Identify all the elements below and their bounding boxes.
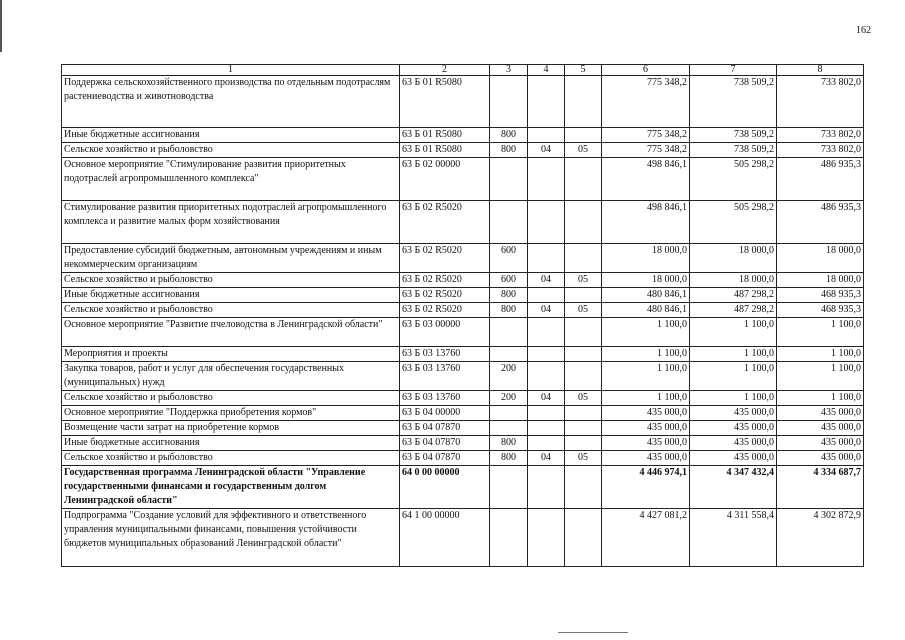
row-name-cell: Предоставление субсидий бюджетным, автономным учреждениям и иным некоммерческим организациям [62, 244, 400, 273]
amount-cell: 1 100,0 [690, 391, 777, 406]
row-name-cell: Иные бюджетные ассигнования [62, 288, 400, 303]
amount-cell: 4 347 432,4 [690, 466, 777, 509]
section-cell [528, 406, 565, 421]
section-cell [528, 76, 565, 128]
expense-type-cell: 800 [490, 128, 528, 143]
row-name-cell: Сельское хозяйство и рыболовство [62, 273, 400, 288]
amount-cell: 487 298,2 [690, 303, 777, 318]
amount-cell: 1 100,0 [777, 391, 864, 406]
row-name-cell: Закупка товаров, работ и услуг для обеспечения государственных (муниципальных) нужд [62, 362, 400, 391]
target-code-cell: 63 Б 04 07870 [400, 421, 490, 436]
target-code-cell: 63 Б 03 00000 [400, 318, 490, 347]
subsection-cell: 05 [565, 143, 602, 158]
table-row [62, 76, 864, 128]
amount-cell: 775 348,2 [602, 128, 690, 143]
row-name-cell: Сельское хозяйство и рыболовство [62, 303, 400, 318]
bottom-line-mark [558, 632, 628, 633]
expense-type-cell [490, 347, 528, 362]
expense-type-cell: 800 [490, 436, 528, 451]
subsection-cell [565, 466, 602, 509]
amount-cell: 18 000,0 [602, 273, 690, 288]
subsection-cell [565, 318, 602, 347]
section-cell [528, 466, 565, 509]
expense-type-cell [490, 158, 528, 201]
target-code-cell: 63 Б 02 00000 [400, 158, 490, 201]
expense-type-cell [490, 76, 528, 128]
table-row [62, 303, 864, 318]
target-code-cell: 63 Б 04 07870 [400, 451, 490, 466]
row-name-cell: Возмещение части затрат на приобретение кормов [62, 421, 400, 436]
section-cell [528, 362, 565, 391]
table-row [62, 421, 864, 436]
amount-cell: 738 509,2 [690, 76, 777, 128]
subsection-cell: 05 [565, 303, 602, 318]
amount-cell: 486 935,3 [777, 158, 864, 201]
expense-type-cell: 600 [490, 273, 528, 288]
section-cell [528, 436, 565, 451]
table-row [62, 128, 864, 143]
amount-cell: 468 935,3 [777, 288, 864, 303]
section-cell: 04 [528, 143, 565, 158]
amount-cell: 435 000,0 [690, 421, 777, 436]
amount-cell: 18 000,0 [690, 244, 777, 273]
amount-cell: 733 802,0 [777, 128, 864, 143]
target-code-cell: 63 Б 04 07870 [400, 436, 490, 451]
table-row [62, 509, 864, 567]
section-cell: 04 [528, 391, 565, 406]
amount-cell: 435 000,0 [602, 421, 690, 436]
row-name-cell: Иные бюджетные ассигнования [62, 436, 400, 451]
expense-type-cell: 800 [490, 288, 528, 303]
amount-cell: 1 100,0 [602, 362, 690, 391]
amount-cell: 480 846,1 [602, 303, 690, 318]
subsection-cell [565, 128, 602, 143]
target-code-cell: 63 Б 02 R5020 [400, 244, 490, 273]
column-header: 1 [62, 65, 400, 76]
amount-cell: 487 298,2 [690, 288, 777, 303]
section-cell [528, 288, 565, 303]
amount-cell: 1 100,0 [777, 318, 864, 347]
amount-cell: 18 000,0 [777, 244, 864, 273]
amount-cell: 738 509,2 [690, 128, 777, 143]
subsection-cell [565, 421, 602, 436]
expense-type-cell: 600 [490, 244, 528, 273]
target-code-cell: 63 Б 03 13760 [400, 391, 490, 406]
row-name-cell: Сельское хозяйство и рыболовство [62, 143, 400, 158]
section-cell: 04 [528, 273, 565, 288]
target-code-cell: 63 Б 02 R5020 [400, 201, 490, 244]
amount-cell: 4 311 558,4 [690, 509, 777, 567]
row-name-cell: Поддержка сельскохозяйственного производства по отдельным подотраслям растениеводства и животноводства [62, 76, 400, 128]
subsection-cell [565, 509, 602, 567]
section-cell [528, 158, 565, 201]
column-header: 8 [777, 65, 864, 76]
section-cell [528, 318, 565, 347]
subsection-cell: 05 [565, 273, 602, 288]
subsection-cell [565, 76, 602, 128]
amount-cell: 1 100,0 [690, 347, 777, 362]
section-cell [528, 421, 565, 436]
amount-cell: 435 000,0 [690, 406, 777, 421]
subsection-cell: 05 [565, 451, 602, 466]
row-name-cell: Основное мероприятие "Развитие пчеловодства в Ленинградской области" [62, 318, 400, 347]
table-row [62, 391, 864, 406]
section-cell: 04 [528, 451, 565, 466]
amount-cell: 1 100,0 [777, 347, 864, 362]
expense-type-cell [490, 509, 528, 567]
section-cell: 04 [528, 303, 565, 318]
row-name-cell: Иные бюджетные ассигнования [62, 128, 400, 143]
table-row [62, 318, 864, 347]
table-row [62, 143, 864, 158]
amount-cell: 480 846,1 [602, 288, 690, 303]
table-row [62, 436, 864, 451]
row-name-cell: Основное мероприятие "Стимулирование развития приоритетных подотраслей агропромышленного комплекса" [62, 158, 400, 201]
expense-type-cell: 200 [490, 391, 528, 406]
subsection-cell [565, 201, 602, 244]
table-row [62, 362, 864, 391]
expense-type-cell: 800 [490, 451, 528, 466]
amount-cell: 1 100,0 [690, 362, 777, 391]
amount-cell: 435 000,0 [602, 406, 690, 421]
row-name-cell: Государственная программа Ленинградской области "Управление государственными финансами и государственным долгом Ленинградской области" [62, 466, 400, 509]
amount-cell: 435 000,0 [777, 406, 864, 421]
amount-cell: 18 000,0 [690, 273, 777, 288]
subsection-cell [565, 362, 602, 391]
amount-cell: 486 935,3 [777, 201, 864, 244]
amount-cell: 18 000,0 [602, 244, 690, 273]
table-row [62, 288, 864, 303]
table-row [62, 466, 864, 509]
row-name-cell: Основное мероприятие "Поддержка приобретения кормов" [62, 406, 400, 421]
expense-type-cell: 200 [490, 362, 528, 391]
section-cell [528, 347, 565, 362]
column-header: 5 [565, 65, 602, 76]
column-header: 2 [400, 65, 490, 76]
amount-cell: 498 846,1 [602, 158, 690, 201]
section-cell [528, 509, 565, 567]
target-code-cell: 63 Б 03 13760 [400, 347, 490, 362]
expense-type-cell [490, 421, 528, 436]
amount-cell: 435 000,0 [602, 451, 690, 466]
amount-cell: 1 100,0 [602, 391, 690, 406]
amount-cell: 4 446 974,1 [602, 466, 690, 509]
section-cell [528, 244, 565, 273]
target-code-cell: 63 Б 04 00000 [400, 406, 490, 421]
subsection-cell [565, 244, 602, 273]
amount-cell: 505 298,2 [690, 201, 777, 244]
amount-cell: 435 000,0 [690, 451, 777, 466]
expense-type-cell: 800 [490, 303, 528, 318]
column-header: 6 [602, 65, 690, 76]
amount-cell: 435 000,0 [777, 451, 864, 466]
row-name-cell: Сельское хозяйство и рыболовство [62, 391, 400, 406]
subsection-cell [565, 158, 602, 201]
subsection-cell [565, 288, 602, 303]
table-row [62, 451, 864, 466]
expense-type-cell [490, 466, 528, 509]
table-row [62, 158, 864, 201]
amount-cell: 1 100,0 [690, 318, 777, 347]
budget-table [61, 64, 864, 567]
amount-cell: 435 000,0 [777, 421, 864, 436]
column-header: 4 [528, 65, 565, 76]
amount-cell: 1 100,0 [602, 318, 690, 347]
expense-type-cell [490, 201, 528, 244]
row-name-cell: Подпрограмма "Создание условий для эффективного и ответственного управления муниципальными финансами, повышения устойчивости бюджетов муниципальных образований Ленинградской области" [62, 509, 400, 567]
target-code-cell: 64 0 00 00000 [400, 466, 490, 509]
table-row [62, 347, 864, 362]
target-code-cell: 63 Б 02 R5020 [400, 273, 490, 288]
page-edge-line [0, 0, 2, 52]
amount-cell: 733 802,0 [777, 143, 864, 158]
target-code-cell: 63 Б 03 13760 [400, 362, 490, 391]
amount-cell: 435 000,0 [777, 436, 864, 451]
amount-cell: 435 000,0 [602, 436, 690, 451]
amount-cell: 1 100,0 [777, 362, 864, 391]
expense-type-cell: 800 [490, 143, 528, 158]
header-row [62, 65, 864, 76]
subsection-cell [565, 347, 602, 362]
amount-cell: 4 427 081,2 [602, 509, 690, 567]
amount-cell: 468 935,3 [777, 303, 864, 318]
amount-cell: 775 348,2 [602, 76, 690, 128]
amount-cell: 498 846,1 [602, 201, 690, 244]
target-code-cell: 63 Б 02 R5020 [400, 288, 490, 303]
target-code-cell: 63 Б 02 R5020 [400, 303, 490, 318]
expense-type-cell [490, 318, 528, 347]
subsection-cell: 05 [565, 391, 602, 406]
expense-type-cell [490, 406, 528, 421]
table-row [62, 244, 864, 273]
amount-cell: 18 000,0 [777, 273, 864, 288]
section-cell [528, 201, 565, 244]
target-code-cell: 64 1 00 00000 [400, 509, 490, 567]
amount-cell: 435 000,0 [690, 436, 777, 451]
table-row [62, 201, 864, 244]
target-code-cell: 63 Б 01 R5080 [400, 128, 490, 143]
table-row [62, 406, 864, 421]
amount-cell: 738 509,2 [690, 143, 777, 158]
target-code-cell: 63 Б 01 R5080 [400, 76, 490, 128]
amount-cell: 775 348,2 [602, 143, 690, 158]
section-cell [528, 128, 565, 143]
column-header: 3 [490, 65, 528, 76]
page-number: 162 [856, 25, 871, 36]
row-name-cell: Стимулирование развития приоритетных подотраслей агропромышленного комплекса и развитие малых форм хозяйствования [62, 201, 400, 244]
subsection-cell [565, 406, 602, 421]
table-row [62, 273, 864, 288]
row-name-cell: Сельское хозяйство и рыболовство [62, 451, 400, 466]
subsection-cell [565, 436, 602, 451]
target-code-cell: 63 Б 01 R5080 [400, 143, 490, 158]
row-name-cell: Мероприятия и проекты [62, 347, 400, 362]
amount-cell: 1 100,0 [602, 347, 690, 362]
column-header: 7 [690, 65, 777, 76]
amount-cell: 733 802,0 [777, 76, 864, 128]
amount-cell: 4 334 687,7 [777, 466, 864, 509]
amount-cell: 4 302 872,9 [777, 509, 864, 567]
amount-cell: 505 298,2 [690, 158, 777, 201]
